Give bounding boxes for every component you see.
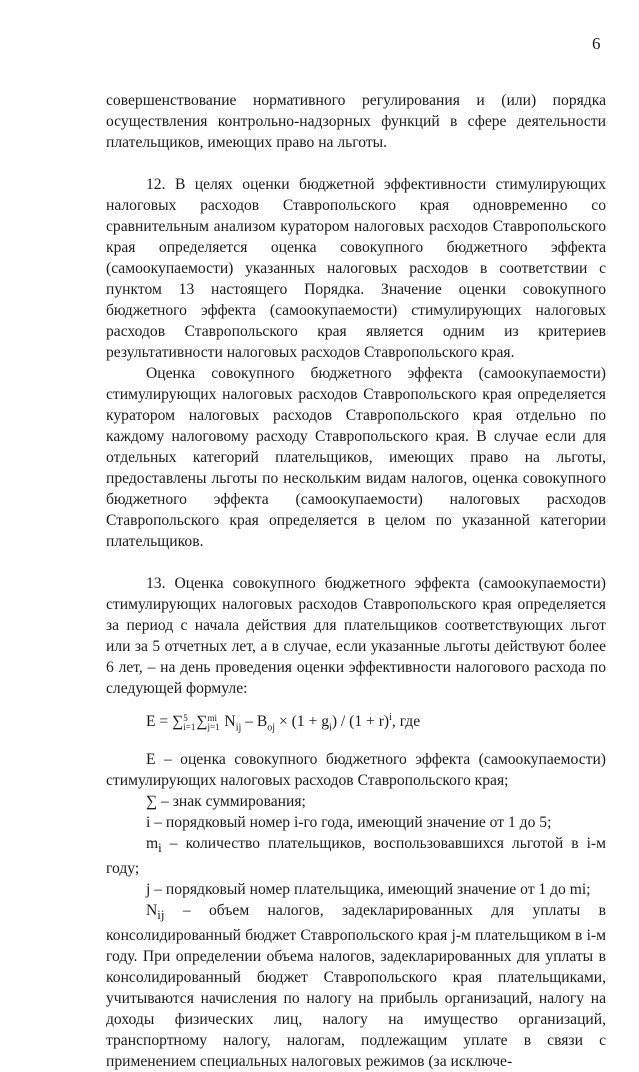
- sum-symbol: ∑: [196, 713, 208, 731]
- paragraph-13: 13. Оценка совокупного бюджетного эффекта (самоокупаемости) стимулирующих налоговых расходов Ставропольского края определяется за период с начала действия для плательщиков соответствующих льгот или за 5 отчетных лет, а в случае, если указанные льготы действуют более 6 лет, – на день проведения оценки эффективности налогового расхода по следующей формуле:: [106, 575, 606, 697]
- definition-j: j – порядковый номер плательщика, имеющий значение от 1 до mi;: [146, 881, 591, 899]
- paragraph-12-continued: Оценка совокупного бюджетного эффекта (самоокупаемости) стимулирующих налоговых расходов Ставропольского края определяется куратором налоговых расходов Ставропольского края отдельно по каждому налоговому расходу Ставропольского края. В случае если для отдельных категорий плательщиков, имеющих право на льготы, предоставлены льготы по нескольким видам налогов, оценка совокупного бюджетного эффекта (самоокупаемости) налоговых расходов Ставропольского края определяется в целом по указанной категории плательщиков.: [106, 365, 606, 550]
- document-body: [106, 90, 606, 1072]
- definition-sum: ∑ – знак суммирования;: [146, 793, 306, 810]
- formula: E = ∑5 i=1∑mi j=1 $N_{ij} - B_{oj} \times (1 + g_i) / (1 + r)^i$, где: [146, 712, 421, 734]
- page-number: 6: [592, 34, 601, 53]
- paragraph-continuation: совершенствование нормативного регулирования и (или) порядка осуществления контрольно-надзорных функций в сфере деятельности плательщиков, имеющих право на льготы.: [106, 92, 606, 151]
- sum-limits: 5 i=1: [183, 712, 196, 732]
- definition-i: i – порядковый номер i-го года, имеющий значение от 1 до 5;: [146, 814, 552, 831]
- definition-nij: $N_{ij}$ – объем налогов, задекларированных для уплаты в консолидированный бюджет Ставропольского края j-м плательщиком в i-м году. При определении объема налогов, задекларированных для уплаты в консолидированный бюджет Ставропольского края плательщиками, учитываются начисления по налогу на прибыль организаций, налогу на доходы физических лиц, налогу на имущество организаций, транспортному налогу, налогам, подлежащим уплате в связи с применением специальных налоговых режимов (за исключе-: [106, 902, 606, 1071]
- sum-limits: mi j=1: [207, 712, 220, 732]
- definition-e: E – оценка совокупного бюджетного эффекта (самоокупаемости) стимулирующих налоговых расходов Ставропольского края;: [106, 751, 606, 789]
- paragraph-12: 12. В целях оценки бюджетной эффективности стимулирующих налоговых расходов Ставропольского края одновременно со сравнительным анализом куратором налоговых расходов Ставропольского края определяется оценка совокупного бюджетного эффекта (самоокупаемости) указанных налоговых расходов в соответствии с пунктом 13 настоящего Порядка. Значение оценки совокупного бюджетного эффекта (самоокупаемости) стимулирующих налоговых расходов Ставропольского края является одним из критериев результативности налоговых расходов Ставропольского края.: [106, 176, 606, 361]
- sum-symbol: ∑: [172, 713, 184, 731]
- definition-mi: $m_i$ – количество плательщиков, воспользовавшихся льготой в i-м году;: [106, 835, 606, 878]
